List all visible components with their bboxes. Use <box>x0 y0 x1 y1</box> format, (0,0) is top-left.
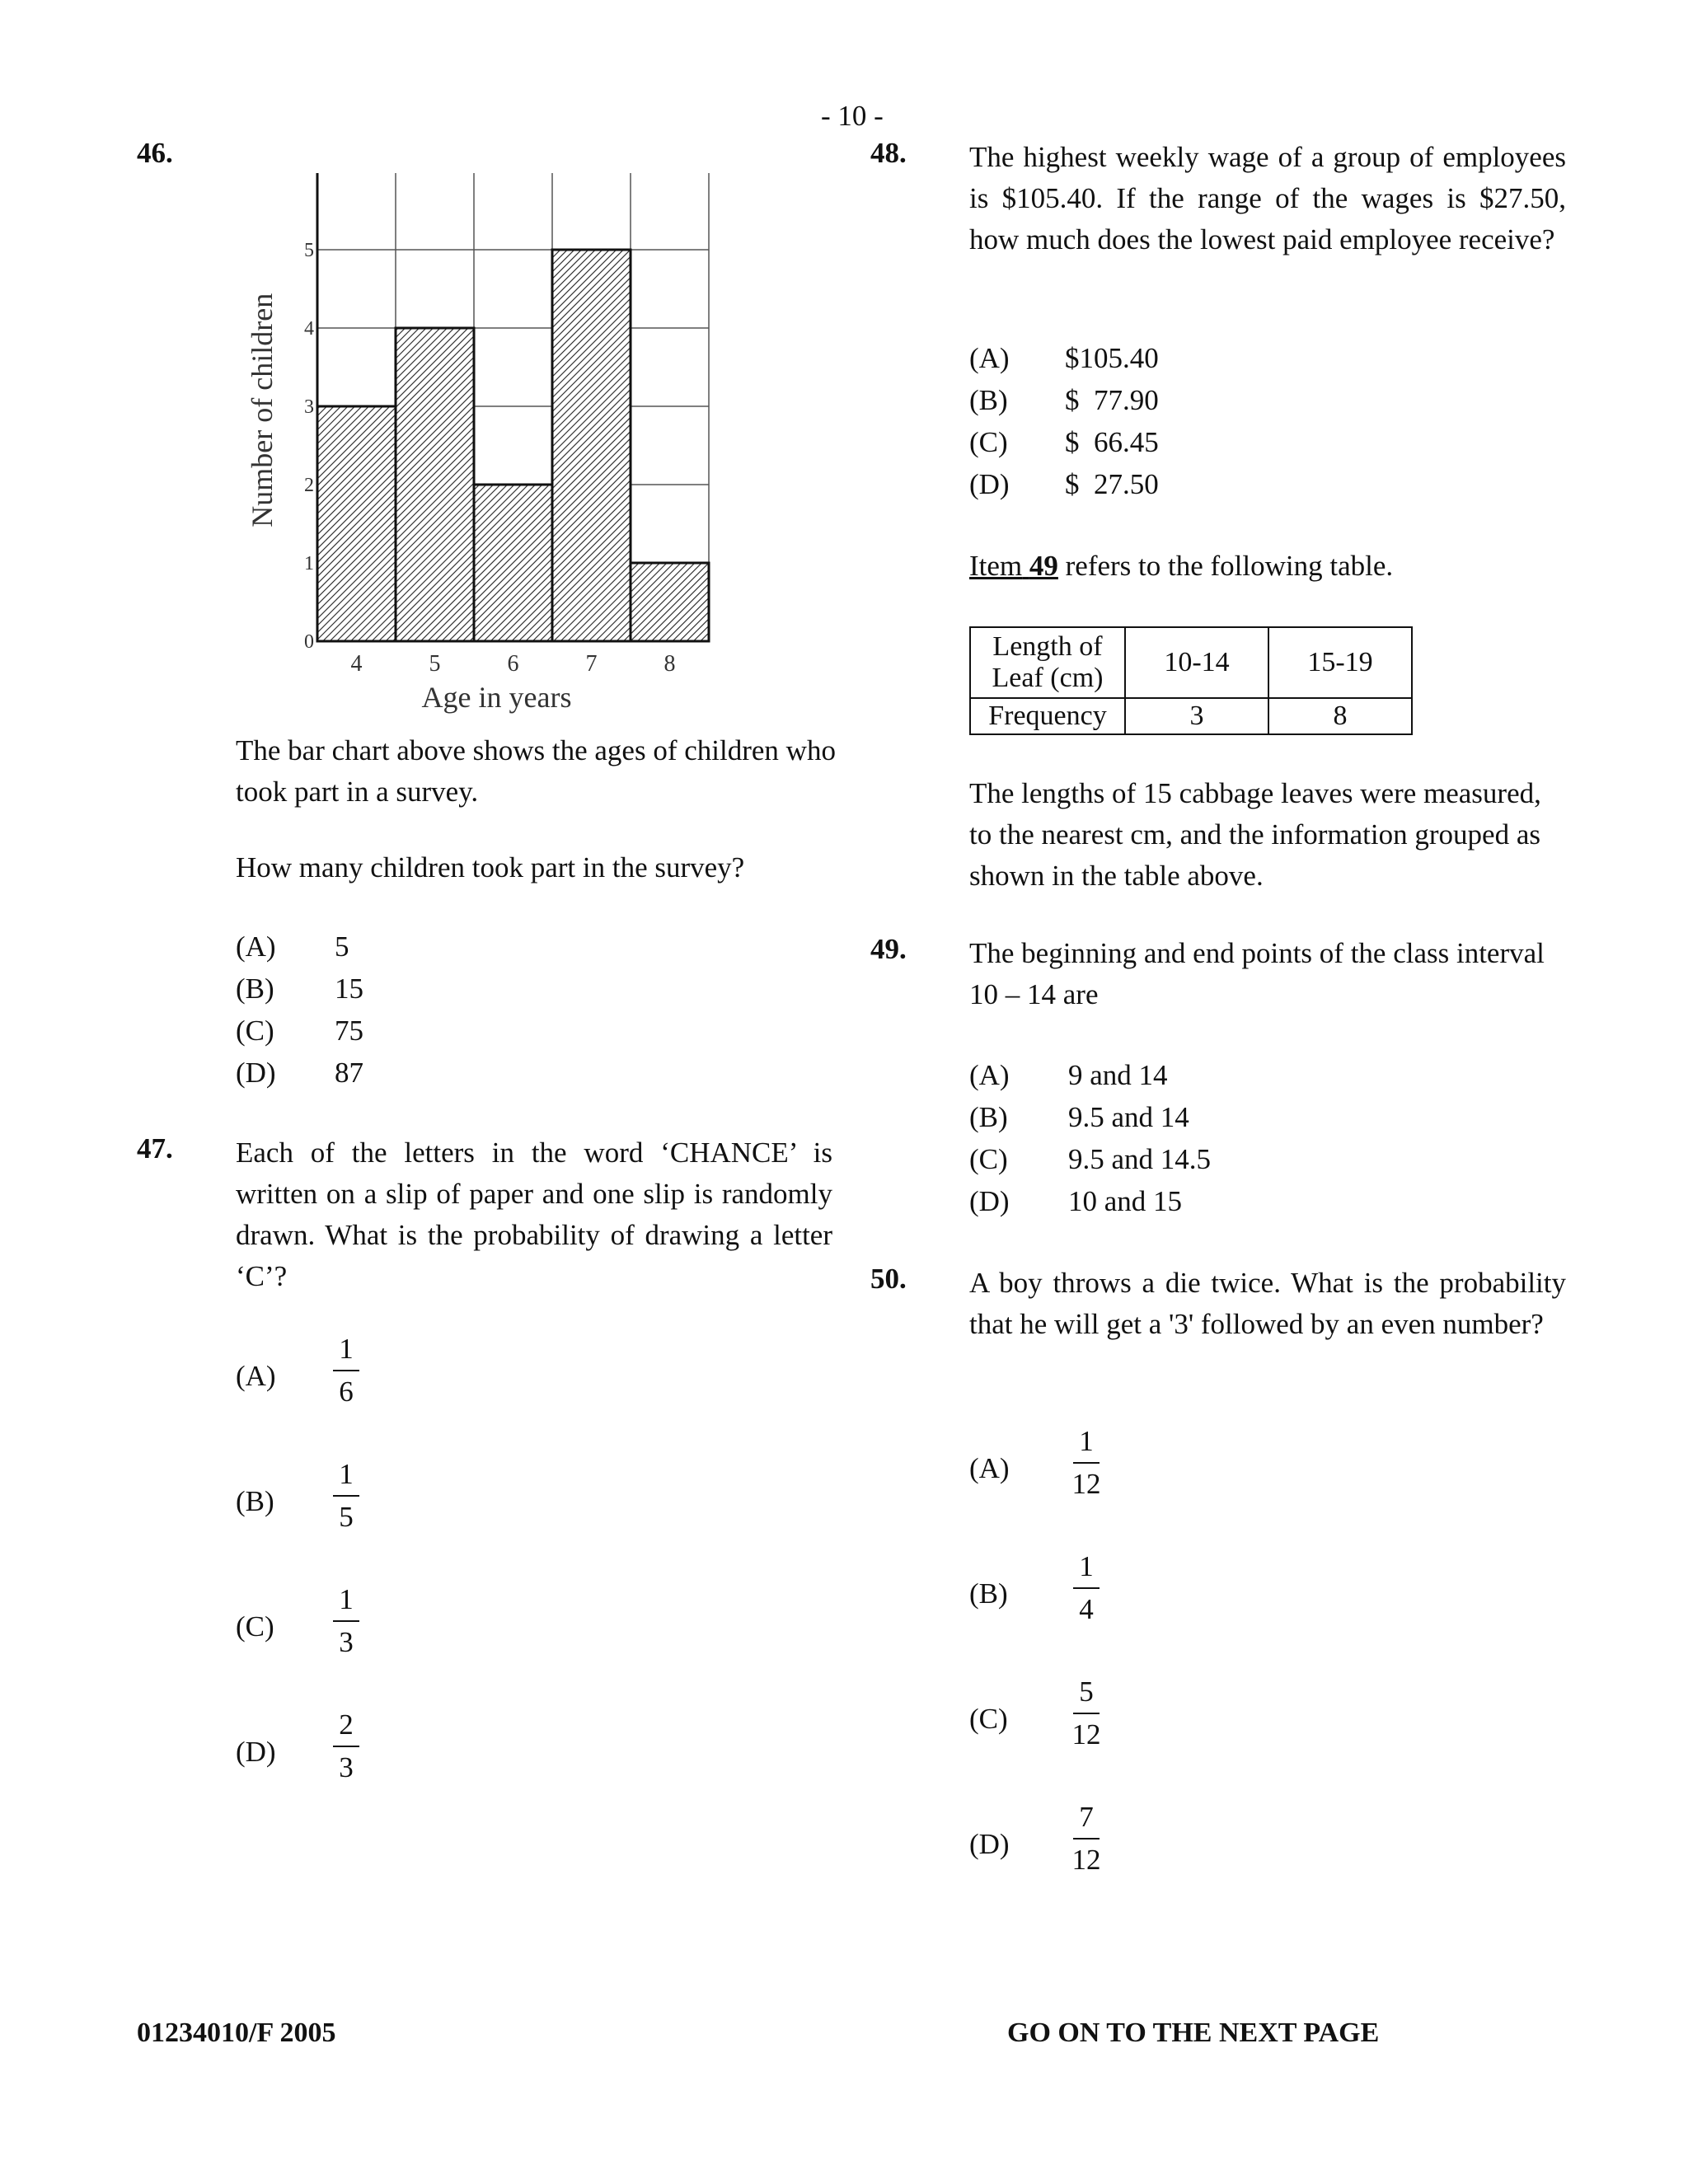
fraction-denominator: 3 <box>339 1626 354 1658</box>
option-value: 15 <box>335 972 363 1005</box>
option-value: 9.5 and 14.5 <box>1068 1143 1212 1175</box>
option-label: (D) <box>236 1736 276 1768</box>
fraction-bar <box>333 1620 359 1622</box>
q47-option-c[interactable] <box>236 1581 387 1671</box>
q48-question: The highest weekly wage of a group of employees is $105.40. If the range of the wages is $27.50, how much does the lowest paid employee receive? <box>969 141 1566 255</box>
option-value: $105.40 <box>1065 342 1159 374</box>
fraction-denominator: 12 <box>1071 1844 1101 1876</box>
x-tick-label: 8 <box>663 651 676 677</box>
table-description: The lengths of 15 cabbage leaves were measured, to the nearest cm, and the information grouped as shown in the table above. <box>969 777 1541 892</box>
fraction-numerator: 1 <box>339 1458 354 1490</box>
question-number-49: 49. <box>870 933 907 965</box>
q47-question: Each of the letters in the word ‘CHANCE’ is written on a slip of paper and one slip is randomly drawn. What is the probability of drawing a letter ‘C’? <box>236 1137 832 1292</box>
fraction-numerator: 1 <box>1079 1425 1094 1457</box>
table-row <box>970 627 1412 698</box>
option-label: (B) <box>969 1101 1008 1133</box>
fraction-bar <box>1073 1713 1100 1714</box>
q46-option-a[interactable] <box>236 926 648 968</box>
fraction-numerator: 1 <box>339 1333 354 1365</box>
q48-option-d[interactable] <box>969 464 1381 505</box>
fraction <box>1062 1422 1111 1503</box>
fraction-numerator: 7 <box>1079 1801 1094 1833</box>
table-frequency-2: 8 <box>1268 698 1412 734</box>
fraction <box>321 1581 371 1661</box>
footer-next-page: GO ON TO THE NEXT PAGE <box>1007 2018 1380 2048</box>
fraction-numerator: 1 <box>339 1583 354 1615</box>
fraction <box>321 1330 371 1411</box>
table-header-label: Length of Leaf (cm) <box>970 627 1125 698</box>
bar-age-5 <box>396 328 474 641</box>
y-tick-label: 3 <box>304 396 314 418</box>
option-label: (B) <box>236 1485 274 1517</box>
q48-option-c[interactable] <box>969 422 1381 463</box>
y-tick-label: 1 <box>304 553 314 574</box>
q46-question: How many children took part in the survey? <box>236 851 745 883</box>
question-number-46: 46. <box>137 137 173 169</box>
table-frequency-1: 3 <box>1125 698 1268 734</box>
fraction <box>1062 1548 1111 1629</box>
bar-age-8 <box>631 563 709 641</box>
fraction-numerator: 5 <box>1079 1675 1094 1708</box>
q50-option-c[interactable] <box>969 1673 1128 1764</box>
option-label: (B) <box>236 972 274 1005</box>
option-value: $ 77.90 <box>1065 384 1159 416</box>
q49-option-b[interactable] <box>969 1097 1381 1138</box>
item-49-reference <box>969 546 1393 587</box>
fraction-bar <box>1073 1838 1100 1840</box>
page-number: - 10 - <box>821 100 884 132</box>
fraction-bar <box>1073 1587 1100 1589</box>
option-label: (D) <box>236 1057 276 1089</box>
item-ref-suffix: refers to the following table. <box>1065 550 1394 582</box>
table-row-label: Frequency <box>970 698 1125 734</box>
q46-option-b[interactable] <box>236 968 648 1010</box>
option-value: 10 and 15 <box>1068 1185 1183 1217</box>
option-label: (A) <box>969 1452 1010 1484</box>
bar-chart <box>239 165 734 725</box>
fraction-bar <box>333 1746 359 1747</box>
bar-age-6 <box>474 485 552 641</box>
bar-age-4 <box>317 406 396 641</box>
question-number-50: 50. <box>870 1263 907 1295</box>
option-value: 5 <box>335 930 349 963</box>
option-label: (A) <box>236 930 276 963</box>
q49-question-line2: 10 – 14 are <box>969 978 1099 1010</box>
q50-question: A boy throws a die twice. What is the probability that he will get a '3' followed by an even number? <box>969 1267 1566 1340</box>
item-ref-prefix: Item <box>969 550 1023 582</box>
option-label: (A) <box>236 1360 276 1392</box>
fraction-bar <box>333 1370 359 1371</box>
q49-option-c[interactable] <box>969 1139 1381 1180</box>
fraction-numerator: 1 <box>1079 1550 1094 1582</box>
frequency-table <box>969 626 1413 735</box>
q50-option-b[interactable] <box>969 1548 1128 1638</box>
option-value: 9.5 and 14 <box>1068 1101 1189 1133</box>
fraction-denominator: 4 <box>1079 1593 1094 1625</box>
bar-age-7 <box>552 250 631 641</box>
fraction <box>1062 1798 1111 1879</box>
fraction-denominator: 12 <box>1071 1718 1101 1750</box>
item-ref-number: 49 <box>1029 550 1058 582</box>
q50-option-a[interactable] <box>969 1422 1128 1513</box>
option-value: $ 27.50 <box>1065 468 1159 500</box>
fraction-bar <box>333 1495 359 1497</box>
option-label: (D) <box>969 1828 1010 1860</box>
option-label: (D) <box>969 468 1010 500</box>
option-label: (B) <box>969 1577 1008 1610</box>
fraction-denominator: 12 <box>1071 1468 1101 1500</box>
q49-option-a[interactable] <box>969 1055 1381 1096</box>
y-tick-label: 4 <box>304 318 314 340</box>
option-label: (A) <box>969 342 1010 374</box>
option-label: (C) <box>236 1610 274 1643</box>
fraction <box>1062 1673 1111 1754</box>
table-row <box>970 698 1412 734</box>
fraction-denominator: 5 <box>339 1501 354 1533</box>
q50-option-d[interactable] <box>969 1798 1128 1889</box>
fraction <box>321 1455 371 1536</box>
x-tick-label: 5 <box>429 651 441 677</box>
q46-statement: The bar chart above shows the ages of children who took part in a survey. <box>236 734 836 808</box>
q49-option-d[interactable] <box>969 1181 1381 1222</box>
q48-option-b[interactable] <box>969 380 1381 421</box>
option-label: (C) <box>969 1703 1008 1735</box>
option-value: 9 and 14 <box>1068 1059 1168 1091</box>
q46-option-d[interactable] <box>236 1052 648 1094</box>
q47-option-b[interactable] <box>236 1455 387 1546</box>
option-label: (A) <box>969 1059 1010 1091</box>
q46-option-c[interactable] <box>236 1010 648 1052</box>
option-value: $ 66.45 <box>1065 426 1159 458</box>
y-tick-label: 2 <box>304 475 314 496</box>
fraction-denominator: 3 <box>339 1751 354 1783</box>
option-label: (C) <box>969 426 1008 458</box>
option-value: 87 <box>335 1057 363 1089</box>
q47-option-d[interactable] <box>236 1706 387 1797</box>
x-tick-label: 4 <box>350 651 363 677</box>
y-tick-label: 5 <box>304 240 314 261</box>
fraction <box>321 1706 371 1787</box>
table-class-1: 10-14 <box>1125 627 1268 698</box>
question-number-47: 47. <box>137 1132 173 1165</box>
option-label: (D) <box>969 1185 1010 1217</box>
q48-option-a[interactable] <box>969 338 1381 379</box>
q49-question-line1: The beginning and end points of the class interval <box>969 937 1545 969</box>
option-label: (B) <box>969 384 1008 416</box>
option-value: 75 <box>335 1015 363 1047</box>
footer-code: 01234010/F 2005 <box>137 2018 336 2048</box>
x-tick-label: 7 <box>585 651 598 677</box>
fraction-denominator: 6 <box>339 1376 354 1408</box>
y-axis-label: Number of children <box>246 293 279 527</box>
option-label: (C) <box>969 1143 1008 1175</box>
x-axis-label: Age in years <box>421 681 572 714</box>
question-number-48: 48. <box>870 137 907 169</box>
y-tick-label: 0 <box>304 631 314 653</box>
fraction-bar <box>1073 1462 1100 1464</box>
table-class-2: 15-19 <box>1268 627 1412 698</box>
x-tick-label: 6 <box>507 651 519 677</box>
q47-option-a[interactable] <box>236 1330 387 1421</box>
option-label: (C) <box>236 1015 274 1047</box>
fraction-numerator: 2 <box>339 1708 354 1741</box>
